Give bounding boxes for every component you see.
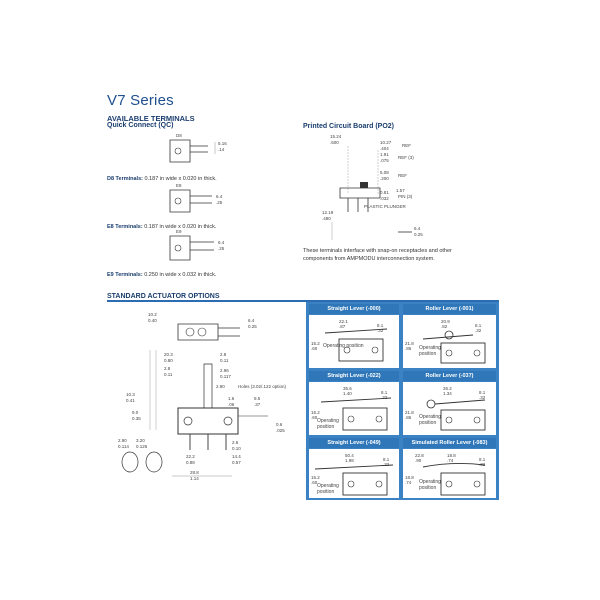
pcb-pin-label: PIN (3): [398, 194, 413, 199]
svg-text:0.117: 0.117: [220, 374, 231, 379]
svg-text:15.2: 15.2: [311, 475, 320, 480]
svg-text:.032: .032: [380, 196, 389, 201]
svg-text:1.57: 1.57: [396, 188, 405, 193]
svg-text:9.0: 9.0: [132, 410, 139, 415]
terminal-code: D8: [176, 133, 182, 138]
terminal-e8-desc: E8 Terminals: 0.187 in wide x 0.020 in thick.: [107, 224, 217, 230]
svg-text:21.8: 21.8: [405, 410, 414, 415]
svg-text:6.4: 6.4: [414, 226, 421, 231]
svg-text:0.88: 0.88: [186, 460, 195, 465]
main-switch-drawing: [110, 304, 310, 500]
panel-straight-lever-000: [309, 315, 399, 368]
svg-text:REF (3): REF (3): [398, 155, 414, 160]
svg-text:.32: .32: [479, 462, 486, 467]
svg-text:0.126: 0.126: [136, 444, 148, 449]
svg-text:10.2: 10.2: [148, 312, 157, 317]
svg-text:Operating: Operating: [419, 345, 441, 351]
panel-title: Straight Lever (-049): [309, 438, 399, 448]
svg-text:14.4: 14.4: [232, 454, 241, 459]
svg-text:REF: REF: [398, 173, 407, 178]
svg-text:1.34: 1.34: [443, 391, 452, 396]
available-terminals-heading: AVAILABLE TERMINALS: [107, 114, 195, 123]
terminal-drawings: [160, 128, 250, 278]
svg-text:26.2: 26.2: [443, 386, 452, 391]
svg-text:.600: .600: [330, 140, 339, 145]
svg-text:18.8: 18.8: [405, 475, 414, 480]
svg-text:.25: .25: [216, 200, 223, 205]
terminal-e8-drawing: [170, 183, 223, 212]
svg-text:REF: REF: [402, 143, 411, 148]
svg-text:8.1: 8.1: [479, 457, 486, 462]
svg-text:.32: .32: [475, 328, 482, 333]
svg-text:15.2: 15.2: [311, 410, 320, 415]
quick-connect-heading: Quick Connect (QC): [107, 122, 174, 129]
svg-text:12.19: 12.19: [322, 210, 334, 215]
svg-text:6.4: 6.4: [216, 194, 223, 199]
svg-text:0.40: 0.40: [148, 318, 157, 323]
svg-text:0.35: 0.35: [132, 416, 141, 421]
panel-roller-lever-037: [403, 382, 496, 435]
terminal-d8-drawing: [170, 133, 227, 162]
svg-text:6.4: 6.4: [218, 240, 225, 245]
svg-text:1.98: 1.98: [345, 458, 354, 463]
svg-text:20.9: 20.9: [441, 319, 450, 324]
panel-title: Roller Lever (-001): [403, 304, 496, 314]
svg-text:18.8: 18.8: [447, 453, 456, 458]
pcb-heading: Printed Circuit Board (PO2): [303, 123, 395, 130]
svg-text:position: position: [419, 351, 437, 357]
svg-text:50.4: 50.4: [345, 453, 354, 458]
svg-text:position: position: [419, 420, 437, 426]
panel-title: Simulated Roller Lever (-083): [403, 438, 496, 448]
svg-text:1.14: 1.14: [190, 476, 199, 481]
svg-text:0.11: 0.11: [164, 372, 173, 377]
svg-text:0.57: 0.57: [232, 460, 241, 465]
svg-text:0.6: 0.6: [276, 422, 283, 427]
panel-straight-lever-049: [309, 449, 399, 498]
operating-position-label: Operating position: [323, 343, 364, 349]
svg-text:20.3: 20.3: [164, 352, 173, 357]
panel-title: Straight Lever (-000): [309, 304, 399, 314]
svg-text:Operating: Operating: [419, 414, 441, 420]
svg-text:8.1: 8.1: [475, 323, 482, 328]
panel-roller-lever-001: [403, 315, 496, 368]
svg-text:2.90: 2.90: [216, 384, 225, 389]
svg-text:2.90: 2.90: [118, 438, 127, 443]
svg-text:8.1: 8.1: [383, 457, 390, 462]
svg-text:.60: .60: [311, 480, 318, 485]
panel-straight-lever-022: [309, 382, 399, 435]
svg-text:2.96: 2.96: [220, 368, 229, 373]
terminal-code: E9: [176, 229, 182, 234]
svg-text:.37: .37: [254, 402, 261, 407]
terminal-e9-desc: E9 Terminals: 0.250 in wide x 0.032 in thick.: [107, 272, 217, 278]
pcb-drawing: [318, 130, 468, 245]
svg-text:0.81: 0.81: [380, 190, 389, 195]
svg-text:.86: .86: [405, 346, 412, 351]
svg-text:.06: .06: [228, 402, 235, 407]
svg-text:.82: .82: [441, 324, 448, 329]
svg-text:15.2: 15.2: [311, 341, 320, 346]
terminal-d8-desc: D8 Terminals: 0.187 in wide x 0.020 in thick.: [107, 176, 217, 182]
svg-text:2.8: 2.8: [164, 366, 171, 371]
svg-text:22.2: 22.2: [186, 454, 195, 459]
svg-text:.32: .32: [383, 462, 390, 467]
svg-text:5.16: 5.16: [218, 141, 227, 146]
svg-text:9.5: 9.5: [254, 396, 261, 401]
svg-text:.86: .86: [405, 415, 412, 420]
svg-text:Operating: Operating: [317, 418, 339, 424]
svg-text:.075: .075: [380, 158, 389, 163]
svg-text:22.1: 22.1: [339, 319, 348, 324]
svg-text:Operating: Operating: [317, 483, 339, 489]
svg-text:8.1: 8.1: [377, 323, 384, 328]
svg-text:.74: .74: [447, 458, 454, 463]
svg-text:0.41: 0.41: [126, 398, 135, 403]
svg-text:22.8: 22.8: [415, 453, 424, 458]
terminal-e9-drawing: [170, 229, 225, 260]
svg-text:1.91: 1.91: [380, 152, 389, 157]
svg-text:2.6: 2.6: [232, 440, 239, 445]
svg-text:.74: .74: [405, 480, 412, 485]
standard-options-heading: STANDARD ACTUATOR OPTIONS: [107, 293, 220, 300]
svg-text:.14: .14: [218, 147, 225, 152]
panel-title: Roller Lever (-037): [403, 371, 496, 381]
svg-text:2.8: 2.8: [220, 352, 227, 357]
svg-text:10.3: 10.3: [126, 392, 135, 397]
terminal-code: E8: [176, 183, 182, 188]
svg-text:.200: .200: [380, 176, 389, 181]
svg-text:.87: .87: [339, 324, 346, 329]
svg-text:.32: .32: [381, 395, 388, 400]
svg-text:.25: .25: [218, 246, 225, 251]
svg-text:6.4: 6.4: [248, 318, 255, 323]
svg-text:0.114: 0.114: [118, 444, 129, 449]
svg-text:8.1: 8.1: [479, 390, 486, 395]
svg-text:8.1: 8.1: [381, 390, 388, 395]
svg-text:1.6: 1.6: [228, 396, 235, 401]
svg-text:.480: .480: [322, 216, 331, 221]
svg-text:.32: .32: [479, 395, 486, 400]
svg-text:0.80: 0.80: [164, 358, 173, 363]
svg-text:.025: .025: [276, 428, 285, 433]
svg-text:0.10: 0.10: [232, 446, 241, 451]
svg-text:0.25: 0.25: [248, 324, 257, 329]
pcb-plunger-label: PLASTIC PLUNGER: [364, 204, 406, 209]
svg-text:.404: .404: [380, 146, 389, 151]
svg-text:28.8: 28.8: [190, 470, 199, 475]
svg-text:0.25: 0.25: [414, 232, 423, 237]
pcb-note: These terminals interface with snap-on receptacles and other components from AMPMODU interconnection system.: [303, 248, 452, 262]
svg-text:position: position: [419, 485, 437, 491]
svg-text:10.27: 10.27: [380, 140, 392, 145]
svg-text:21.8: 21.8: [405, 341, 414, 346]
svg-text:.60: .60: [311, 415, 318, 420]
svg-text:3.20: 3.20: [136, 438, 145, 443]
svg-text:Operating: Operating: [419, 479, 441, 485]
svg-text:35.6: 35.6: [343, 386, 352, 391]
series-title: V7 Series: [107, 92, 174, 109]
svg-text:position: position: [317, 489, 335, 495]
panel-simulated-roller-lever-083: [403, 449, 496, 498]
holes-note: Holes (3.02/.122 option): [238, 384, 287, 389]
svg-text:.90: .90: [415, 458, 422, 463]
svg-text:.60: .60: [311, 346, 318, 351]
svg-text:0.11: 0.11: [220, 358, 229, 363]
svg-text:position: position: [317, 424, 335, 430]
svg-text:.32: .32: [377, 328, 384, 333]
svg-text:15.24: 15.24: [330, 134, 342, 139]
svg-text:1.40: 1.40: [343, 391, 352, 396]
panel-title: Straight Lever (-022): [309, 371, 399, 381]
svg-text:5.08: 5.08: [380, 170, 389, 175]
